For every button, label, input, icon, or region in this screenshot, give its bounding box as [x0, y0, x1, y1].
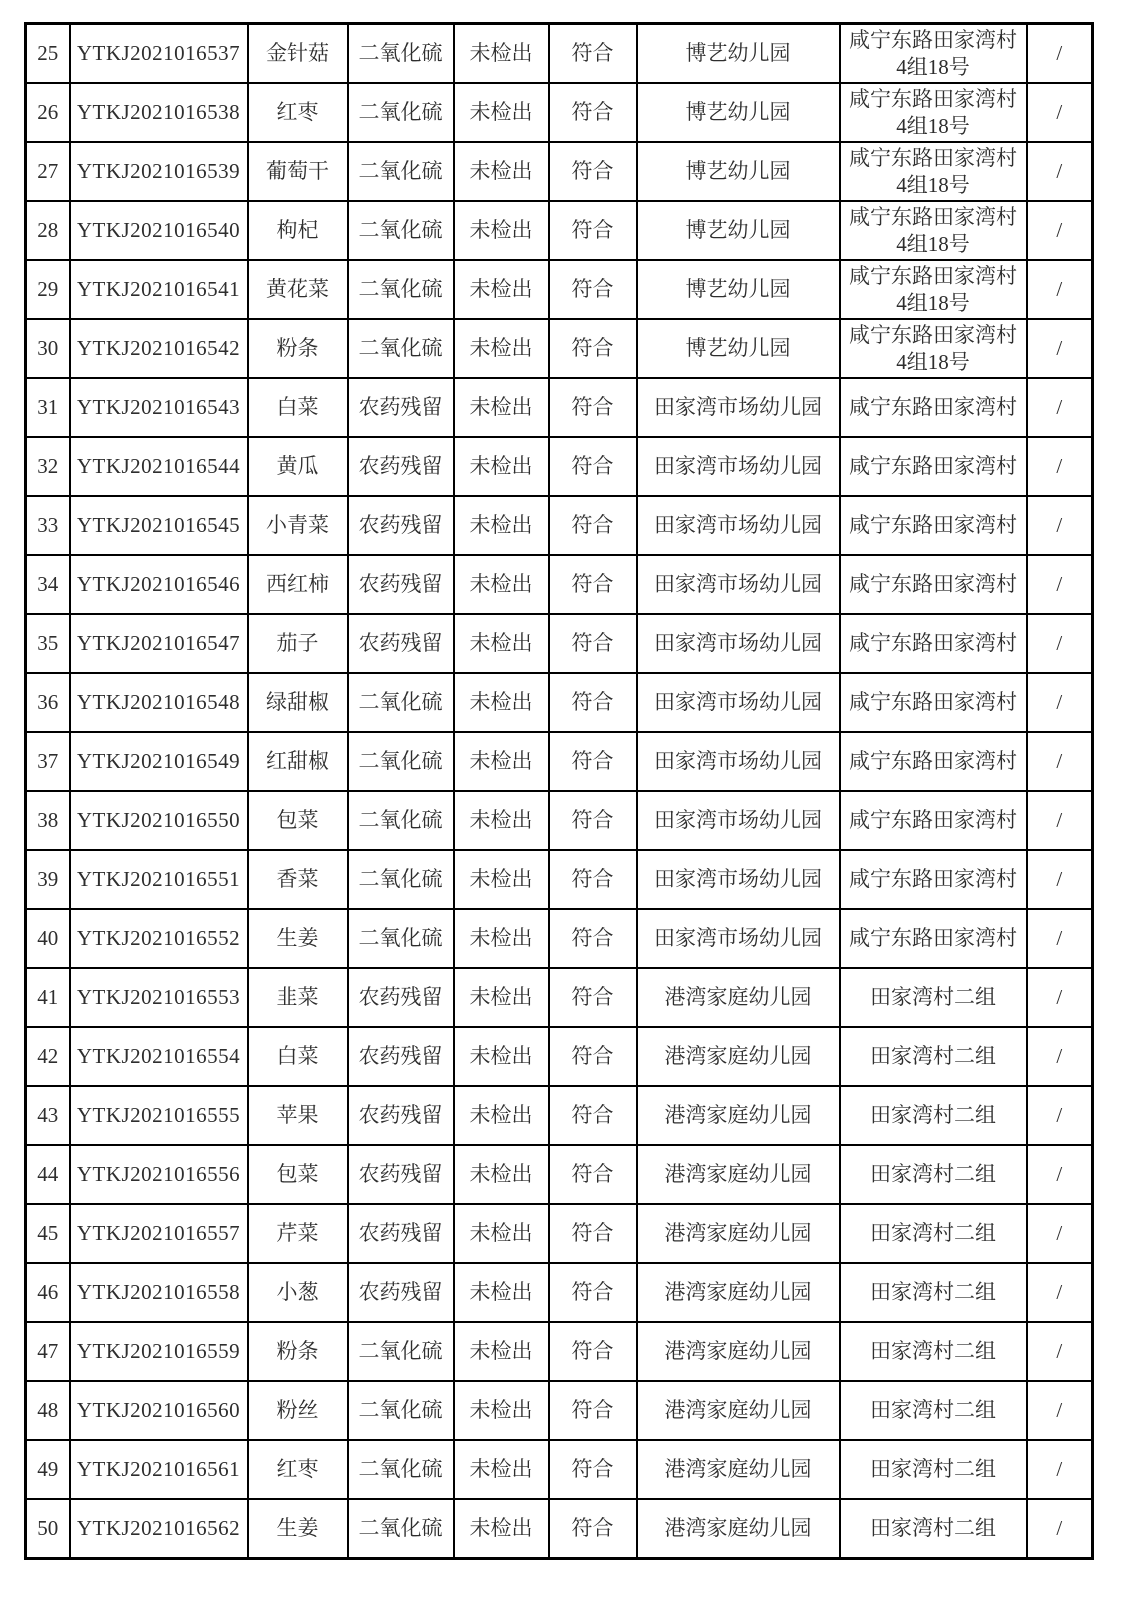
cell-test-item: 农药残留 [348, 496, 454, 555]
cell-test-result: 未检出 [454, 24, 549, 84]
cell-conclusion: 符合 [549, 83, 637, 142]
cell-sample-name: 生姜 [248, 909, 348, 968]
cell-row-number: 38 [26, 791, 70, 850]
table-row [26, 1440, 1093, 1499]
cell-sample-name: 白菜 [248, 1027, 348, 1086]
cell-test-item: 二氧化硫 [348, 791, 454, 850]
cell-test-result: 未检出 [454, 83, 549, 142]
cell-org-address [840, 1145, 1027, 1204]
table-row [26, 437, 1093, 496]
table-row [26, 496, 1093, 555]
cell-sample-id: YTKJ2021016553 [70, 968, 248, 1027]
cell-sample-id: YTKJ2021016550 [70, 791, 248, 850]
cell-row-number: 27 [26, 142, 70, 201]
cell-org-name: 港湾家庭幼儿园 [637, 1204, 840, 1263]
cell-org-name: 博艺幼儿园 [637, 260, 840, 319]
cell-row-number: 40 [26, 909, 70, 968]
table-row [26, 909, 1093, 968]
cell-sample-id: YTKJ2021016542 [70, 319, 248, 378]
cell-org-address [840, 24, 1027, 84]
cell-conclusion: 符合 [549, 791, 637, 850]
cell-row-number: 44 [26, 1145, 70, 1204]
cell-conclusion: 符合 [549, 1263, 637, 1322]
address-line-1: 田家湾村二组 [870, 1339, 996, 1364]
cell-org-name: 田家湾市场幼儿园 [637, 909, 840, 968]
address-line-1: 咸宁东路田家湾村 [849, 264, 1017, 289]
cell-org-name: 港湾家庭幼儿园 [637, 1440, 840, 1499]
cell-conclusion: 符合 [549, 1381, 637, 1440]
cell-org-address [840, 142, 1027, 201]
cell-test-result: 未检出 [454, 260, 549, 319]
cell-conclusion: 符合 [549, 614, 637, 673]
cell-remark-slash: / [1027, 201, 1093, 260]
cell-conclusion: 符合 [549, 437, 637, 496]
cell-row-number: 41 [26, 968, 70, 1027]
cell-conclusion: 符合 [549, 1499, 637, 1559]
address-line-2: 4组18号 [896, 172, 970, 197]
cell-row-number: 30 [26, 319, 70, 378]
cell-test-result: 未检出 [454, 201, 549, 260]
cell-conclusion: 符合 [549, 1440, 637, 1499]
cell-org-name: 港湾家庭幼儿园 [637, 1145, 840, 1204]
table-row [26, 201, 1093, 260]
cell-row-number: 43 [26, 1086, 70, 1145]
address-line-1: 咸宁东路田家湾村 [849, 808, 1017, 833]
cell-remark-slash: / [1027, 1322, 1093, 1381]
cell-conclusion: 符合 [549, 1204, 637, 1263]
cell-test-result: 未检出 [454, 968, 549, 1027]
address-line-1: 咸宁东路田家湾村 [849, 454, 1017, 479]
cell-sample-name: 生姜 [248, 1499, 348, 1559]
address-line-2: 4组18号 [896, 54, 970, 79]
cell-test-item: 农药残留 [348, 614, 454, 673]
cell-org-address [840, 319, 1027, 378]
table-row [26, 83, 1093, 142]
cell-test-item: 二氧化硫 [348, 1499, 454, 1559]
cell-org-name: 港湾家庭幼儿园 [637, 1322, 840, 1381]
cell-org-name: 博艺幼儿园 [637, 83, 840, 142]
cell-conclusion: 符合 [549, 24, 637, 84]
cell-org-name: 田家湾市场幼儿园 [637, 673, 840, 732]
address-line-1: 咸宁东路田家湾村 [849, 631, 1017, 656]
cell-test-item: 农药残留 [348, 1145, 454, 1204]
cell-test-item: 农药残留 [348, 1204, 454, 1263]
cell-test-item: 二氧化硫 [348, 732, 454, 791]
sampling-results-table [24, 22, 1094, 1560]
cell-org-address [840, 83, 1027, 142]
cell-test-item: 二氧化硫 [348, 319, 454, 378]
address-line-1: 咸宁东路田家湾村 [849, 28, 1017, 53]
cell-test-result: 未检出 [454, 319, 549, 378]
cell-test-result: 未检出 [454, 1381, 549, 1440]
cell-org-address [840, 496, 1027, 555]
cell-test-item: 二氧化硫 [348, 1381, 454, 1440]
cell-conclusion: 符合 [549, 142, 637, 201]
cell-test-result: 未检出 [454, 437, 549, 496]
cell-remark-slash: / [1027, 968, 1093, 1027]
cell-sample-name: 西红柿 [248, 555, 348, 614]
table-row [26, 850, 1093, 909]
cell-row-number: 34 [26, 555, 70, 614]
address-line-2: 4组18号 [896, 113, 970, 138]
cell-sample-name: 葡萄干 [248, 142, 348, 201]
cell-org-address [840, 1440, 1027, 1499]
cell-conclusion: 符合 [549, 1145, 637, 1204]
cell-sample-id: YTKJ2021016556 [70, 1145, 248, 1204]
cell-org-name: 田家湾市场幼儿园 [637, 437, 840, 496]
cell-sample-id: YTKJ2021016549 [70, 732, 248, 791]
cell-remark-slash: / [1027, 555, 1093, 614]
address-line-1: 田家湾村二组 [870, 985, 996, 1010]
cell-remark-slash: / [1027, 1145, 1093, 1204]
address-line-1: 咸宁东路田家湾村 [849, 926, 1017, 951]
cell-remark-slash: / [1027, 24, 1093, 84]
address-line-2: 4组18号 [896, 290, 970, 315]
cell-remark-slash: / [1027, 1499, 1093, 1559]
cell-conclusion: 符合 [549, 319, 637, 378]
cell-conclusion: 符合 [549, 555, 637, 614]
cell-remark-slash: / [1027, 909, 1093, 968]
cell-org-address [840, 1381, 1027, 1440]
cell-sample-name: 小葱 [248, 1263, 348, 1322]
cell-remark-slash: / [1027, 791, 1093, 850]
cell-test-item: 二氧化硫 [348, 260, 454, 319]
address-line-1: 田家湾村二组 [870, 1398, 996, 1423]
cell-org-name: 博艺幼儿园 [637, 201, 840, 260]
address-line-1: 咸宁东路田家湾村 [849, 395, 1017, 420]
cell-row-number: 45 [26, 1204, 70, 1263]
cell-test-item: 二氧化硫 [348, 142, 454, 201]
table-row [26, 673, 1093, 732]
cell-test-result: 未检出 [454, 1027, 549, 1086]
cell-sample-id: YTKJ2021016544 [70, 437, 248, 496]
cell-row-number: 47 [26, 1322, 70, 1381]
table-row [26, 1027, 1093, 1086]
cell-sample-id: YTKJ2021016558 [70, 1263, 248, 1322]
cell-test-item: 二氧化硫 [348, 201, 454, 260]
address-line-1: 咸宁东路田家湾村 [849, 323, 1017, 348]
cell-conclusion: 符合 [549, 909, 637, 968]
cell-org-name: 田家湾市场幼儿园 [637, 378, 840, 437]
cell-sample-id: YTKJ2021016552 [70, 909, 248, 968]
address-line-2: 4组18号 [896, 231, 970, 256]
cell-row-number: 48 [26, 1381, 70, 1440]
cell-sample-name: 粉条 [248, 1322, 348, 1381]
cell-org-address [840, 614, 1027, 673]
cell-test-item: 二氧化硫 [348, 1440, 454, 1499]
table-row [26, 732, 1093, 791]
cell-conclusion: 符合 [549, 260, 637, 319]
cell-org-address [840, 1027, 1027, 1086]
cell-sample-id: YTKJ2021016538 [70, 83, 248, 142]
cell-remark-slash: / [1027, 850, 1093, 909]
cell-sample-name: 红甜椒 [248, 732, 348, 791]
cell-org-address [840, 909, 1027, 968]
cell-sample-name: 芹菜 [248, 1204, 348, 1263]
cell-sample-name: 绿甜椒 [248, 673, 348, 732]
cell-sample-id: YTKJ2021016561 [70, 1440, 248, 1499]
table-row [26, 1499, 1093, 1559]
cell-row-number: 25 [26, 24, 70, 84]
cell-test-result: 未检出 [454, 1440, 549, 1499]
cell-remark-slash: / [1027, 673, 1093, 732]
cell-org-name: 田家湾市场幼儿园 [637, 555, 840, 614]
cell-org-name: 田家湾市场幼儿园 [637, 850, 840, 909]
cell-sample-id: YTKJ2021016554 [70, 1027, 248, 1086]
cell-org-name: 港湾家庭幼儿园 [637, 1263, 840, 1322]
cell-row-number: 32 [26, 437, 70, 496]
cell-org-address [840, 1204, 1027, 1263]
table-row [26, 555, 1093, 614]
cell-org-address [840, 791, 1027, 850]
cell-test-result: 未检出 [454, 555, 549, 614]
cell-conclusion: 符合 [549, 1322, 637, 1381]
cell-row-number: 49 [26, 1440, 70, 1499]
cell-sample-id: YTKJ2021016539 [70, 142, 248, 201]
cell-remark-slash: / [1027, 437, 1093, 496]
cell-remark-slash: / [1027, 319, 1093, 378]
cell-sample-id: YTKJ2021016541 [70, 260, 248, 319]
cell-conclusion: 符合 [549, 850, 637, 909]
address-line-1: 咸宁东路田家湾村 [849, 867, 1017, 892]
cell-org-address [840, 1086, 1027, 1145]
cell-conclusion: 符合 [549, 1027, 637, 1086]
cell-row-number: 28 [26, 201, 70, 260]
cell-row-number: 46 [26, 1263, 70, 1322]
cell-remark-slash: / [1027, 1086, 1093, 1145]
cell-conclusion: 符合 [549, 496, 637, 555]
cell-row-number: 36 [26, 673, 70, 732]
cell-org-name: 港湾家庭幼儿园 [637, 1086, 840, 1145]
cell-test-item: 农药残留 [348, 378, 454, 437]
cell-sample-id: YTKJ2021016540 [70, 201, 248, 260]
cell-sample-id: YTKJ2021016551 [70, 850, 248, 909]
cell-row-number: 50 [26, 1499, 70, 1559]
cell-conclusion: 符合 [549, 673, 637, 732]
cell-sample-name: 包菜 [248, 791, 348, 850]
cell-sample-id: YTKJ2021016560 [70, 1381, 248, 1440]
cell-remark-slash: / [1027, 1204, 1093, 1263]
address-line-1: 田家湾村二组 [870, 1044, 996, 1069]
cell-conclusion: 符合 [549, 1086, 637, 1145]
address-line-1: 田家湾村二组 [870, 1103, 996, 1128]
cell-sample-name: 黄花菜 [248, 260, 348, 319]
address-line-1: 田家湾村二组 [870, 1457, 996, 1482]
cell-test-item: 农药残留 [348, 437, 454, 496]
table-row [26, 614, 1093, 673]
cell-test-result: 未检出 [454, 496, 549, 555]
cell-org-name: 港湾家庭幼儿园 [637, 968, 840, 1027]
cell-test-result: 未检出 [454, 142, 549, 201]
table-body [26, 24, 1093, 1559]
cell-remark-slash: / [1027, 496, 1093, 555]
table-row [26, 1086, 1093, 1145]
cell-sample-name: 茄子 [248, 614, 348, 673]
cell-conclusion: 符合 [549, 201, 637, 260]
cell-remark-slash: / [1027, 1440, 1093, 1499]
cell-sample-id: YTKJ2021016546 [70, 555, 248, 614]
cell-test-item: 农药残留 [348, 555, 454, 614]
cell-sample-id: YTKJ2021016545 [70, 496, 248, 555]
cell-sample-name: 黄瓜 [248, 437, 348, 496]
cell-row-number: 35 [26, 614, 70, 673]
address-line-1: 田家湾村二组 [870, 1516, 996, 1541]
cell-remark-slash: / [1027, 614, 1093, 673]
cell-row-number: 42 [26, 1027, 70, 1086]
cell-org-name: 港湾家庭幼儿园 [637, 1499, 840, 1559]
cell-sample-id: YTKJ2021016537 [70, 24, 248, 84]
table-row [26, 24, 1093, 84]
cell-sample-name: 粉条 [248, 319, 348, 378]
table-row [26, 1263, 1093, 1322]
cell-sample-name: 金针菇 [248, 24, 348, 84]
cell-test-result: 未检出 [454, 1322, 549, 1381]
cell-sample-id: YTKJ2021016557 [70, 1204, 248, 1263]
cell-sample-name: 韭菜 [248, 968, 348, 1027]
table-row [26, 791, 1093, 850]
cell-sample-name: 红枣 [248, 83, 348, 142]
table-row [26, 142, 1093, 201]
table-row [26, 968, 1093, 1027]
cell-test-item: 农药残留 [348, 1263, 454, 1322]
cell-remark-slash: / [1027, 1263, 1093, 1322]
cell-remark-slash: / [1027, 1027, 1093, 1086]
address-line-1: 咸宁东路田家湾村 [849, 146, 1017, 171]
table-row [26, 260, 1093, 319]
address-line-1: 咸宁东路田家湾村 [849, 690, 1017, 715]
table-row [26, 1381, 1093, 1440]
address-line-1: 咸宁东路田家湾村 [849, 87, 1017, 112]
cell-row-number: 33 [26, 496, 70, 555]
cell-test-result: 未检出 [454, 1263, 549, 1322]
cell-test-result: 未检出 [454, 1499, 549, 1559]
cell-sample-name: 白菜 [248, 378, 348, 437]
address-line-1: 咸宁东路田家湾村 [849, 572, 1017, 597]
cell-test-item: 农药残留 [348, 1086, 454, 1145]
cell-test-result: 未检出 [454, 378, 549, 437]
cell-test-item: 二氧化硫 [348, 673, 454, 732]
address-line-1: 咸宁东路田家湾村 [849, 749, 1017, 774]
cell-test-result: 未检出 [454, 909, 549, 968]
cell-sample-id: YTKJ2021016548 [70, 673, 248, 732]
cell-test-item: 二氧化硫 [348, 909, 454, 968]
cell-sample-id: YTKJ2021016562 [70, 1499, 248, 1559]
cell-org-address [840, 673, 1027, 732]
cell-org-name: 港湾家庭幼儿园 [637, 1027, 840, 1086]
cell-sample-id: YTKJ2021016559 [70, 1322, 248, 1381]
cell-row-number: 37 [26, 732, 70, 791]
cell-sample-id: YTKJ2021016543 [70, 378, 248, 437]
cell-sample-name: 红枣 [248, 1440, 348, 1499]
cell-org-name: 博艺幼儿园 [637, 142, 840, 201]
cell-test-result: 未检出 [454, 791, 549, 850]
cell-conclusion: 符合 [549, 968, 637, 1027]
cell-sample-name: 粉丝 [248, 1381, 348, 1440]
cell-test-result: 未检出 [454, 614, 549, 673]
cell-sample-name: 苹果 [248, 1086, 348, 1145]
cell-test-result: 未检出 [454, 850, 549, 909]
cell-test-result: 未检出 [454, 673, 549, 732]
cell-org-name: 博艺幼儿园 [637, 24, 840, 84]
address-line-1: 田家湾村二组 [870, 1280, 996, 1305]
cell-org-address [840, 850, 1027, 909]
cell-remark-slash: / [1027, 142, 1093, 201]
cell-remark-slash: / [1027, 83, 1093, 142]
cell-test-item: 二氧化硫 [348, 24, 454, 84]
cell-sample-name: 小青菜 [248, 496, 348, 555]
cell-org-address [840, 378, 1027, 437]
cell-sample-id: YTKJ2021016547 [70, 614, 248, 673]
cell-org-address [840, 1263, 1027, 1322]
cell-row-number: 29 [26, 260, 70, 319]
cell-org-address [840, 260, 1027, 319]
cell-org-address [840, 201, 1027, 260]
address-line-1: 田家湾村二组 [870, 1221, 996, 1246]
cell-test-item: 农药残留 [348, 968, 454, 1027]
cell-test-item: 二氧化硫 [348, 1322, 454, 1381]
address-line-2: 4组18号 [896, 349, 970, 374]
address-line-1: 咸宁东路田家湾村 [849, 513, 1017, 538]
table-row [26, 1322, 1093, 1381]
cell-org-address [840, 732, 1027, 791]
cell-org-address [840, 1322, 1027, 1381]
cell-row-number: 26 [26, 83, 70, 142]
cell-org-address [840, 555, 1027, 614]
cell-remark-slash: / [1027, 1381, 1093, 1440]
cell-test-item: 农药残留 [348, 1027, 454, 1086]
cell-remark-slash: / [1027, 378, 1093, 437]
address-line-1: 咸宁东路田家湾村 [849, 205, 1017, 230]
cell-test-result: 未检出 [454, 1145, 549, 1204]
cell-remark-slash: / [1027, 732, 1093, 791]
cell-org-name: 田家湾市场幼儿园 [637, 791, 840, 850]
cell-test-item: 二氧化硫 [348, 850, 454, 909]
cell-sample-name: 包菜 [248, 1145, 348, 1204]
table-row [26, 378, 1093, 437]
address-line-1: 田家湾村二组 [870, 1162, 996, 1187]
cell-remark-slash: / [1027, 260, 1093, 319]
cell-org-name: 博艺幼儿园 [637, 319, 840, 378]
cell-org-address [840, 1499, 1027, 1559]
cell-org-name: 田家湾市场幼儿园 [637, 496, 840, 555]
cell-sample-name: 香菜 [248, 850, 348, 909]
table-row [26, 1145, 1093, 1204]
cell-org-name: 田家湾市场幼儿园 [637, 732, 840, 791]
cell-conclusion: 符合 [549, 732, 637, 791]
table-row [26, 319, 1093, 378]
cell-sample-name: 枸杞 [248, 201, 348, 260]
cell-test-result: 未检出 [454, 1086, 549, 1145]
cell-conclusion: 符合 [549, 378, 637, 437]
cell-row-number: 31 [26, 378, 70, 437]
cell-org-name: 港湾家庭幼儿园 [637, 1381, 840, 1440]
cell-sample-id: YTKJ2021016555 [70, 1086, 248, 1145]
cell-org-address [840, 968, 1027, 1027]
cell-row-number: 39 [26, 850, 70, 909]
cell-org-address [840, 437, 1027, 496]
cell-test-result: 未检出 [454, 732, 549, 791]
cell-test-result: 未检出 [454, 1204, 549, 1263]
cell-test-item: 二氧化硫 [348, 83, 454, 142]
cell-org-name: 田家湾市场幼儿园 [637, 614, 840, 673]
table-row [26, 1204, 1093, 1263]
